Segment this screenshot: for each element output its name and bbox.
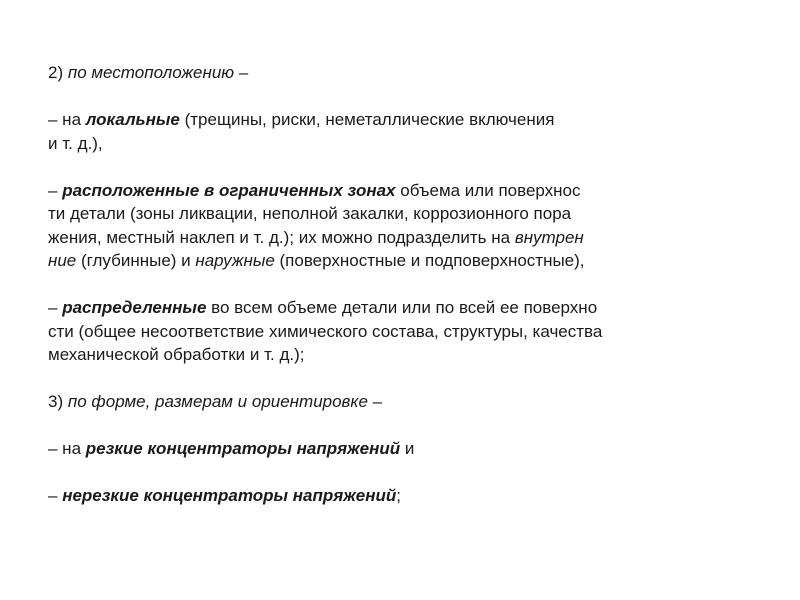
text-run: –: [48, 180, 63, 200]
section-heading-location: [48, 61, 768, 85]
paragraph-zones-line-3: [48, 226, 768, 250]
text-run: – на: [48, 110, 86, 129]
text-run: – на: [48, 439, 86, 458]
heading-number: 2): [48, 63, 68, 82]
paragraph-blunt-concentrators: [48, 484, 768, 508]
paragraph-zones-line-1: [48, 179, 768, 203]
text-run: объема или поверхнос: [395, 180, 581, 200]
paragraph-local-line-1: [48, 108, 768, 132]
paragraph-local-line-2: и т. д.),: [48, 133, 103, 153]
spacer: [48, 367, 768, 391]
term-external: наружные: [195, 251, 275, 270]
paragraph-distributed-line-2: сти (общее несоответствие химического состава, структуры, качества: [48, 321, 603, 341]
text-run: во всем объеме детали или по всей ее поверхно: [206, 298, 598, 317]
text-run: (трещины, риски, неметаллические включения: [179, 110, 555, 129]
term-local: локальные: [85, 110, 180, 129]
text-run: –: [48, 486, 63, 505]
text-run: (глубинные) и: [76, 251, 196, 270]
paragraph-zones-line-2: ти детали (зоны ликвации, неполной закалки, коррозионного пора: [48, 204, 572, 223]
term-internal-cont: ние: [48, 251, 77, 270]
heading-text: по форме, размерам и ориентировке –: [67, 392, 383, 411]
spacer: [48, 85, 768, 109]
spacer: [48, 414, 768, 438]
spacer: [48, 461, 768, 485]
heading-number: 3): [48, 392, 68, 411]
text-run: (поверхностные и подповерхностные),: [274, 251, 585, 270]
term-internal: внутрен: [514, 227, 584, 247]
term-distributed: распределенные: [62, 298, 207, 317]
paragraph-distributed-line-1: [48, 296, 768, 320]
text-run: и: [400, 439, 415, 458]
paragraph-sharp-concentrators: [48, 437, 768, 461]
text-run: ;: [396, 486, 402, 505]
heading-text: по местоположению –: [67, 63, 249, 82]
spacer: [48, 155, 768, 179]
paragraph-zones-line-4: [48, 249, 768, 273]
term-sharp-concentrators: резкие концентраторы напряжений: [85, 439, 401, 458]
section-heading-shape: [48, 390, 768, 414]
paragraph-distributed-line-3: механической обработки и т. д.);: [48, 345, 305, 364]
spacer: [48, 273, 768, 297]
term-blunt-concentrators: нерезкие концентраторы напряжений: [62, 486, 397, 505]
term-limited-zones: расположенные в ограниченных зонах: [62, 180, 396, 200]
slide-text-body: [48, 61, 768, 508]
text-run: –: [48, 298, 63, 317]
text-run: жения, местный наклеп и т. д.); их можно подразделить на: [48, 227, 515, 247]
